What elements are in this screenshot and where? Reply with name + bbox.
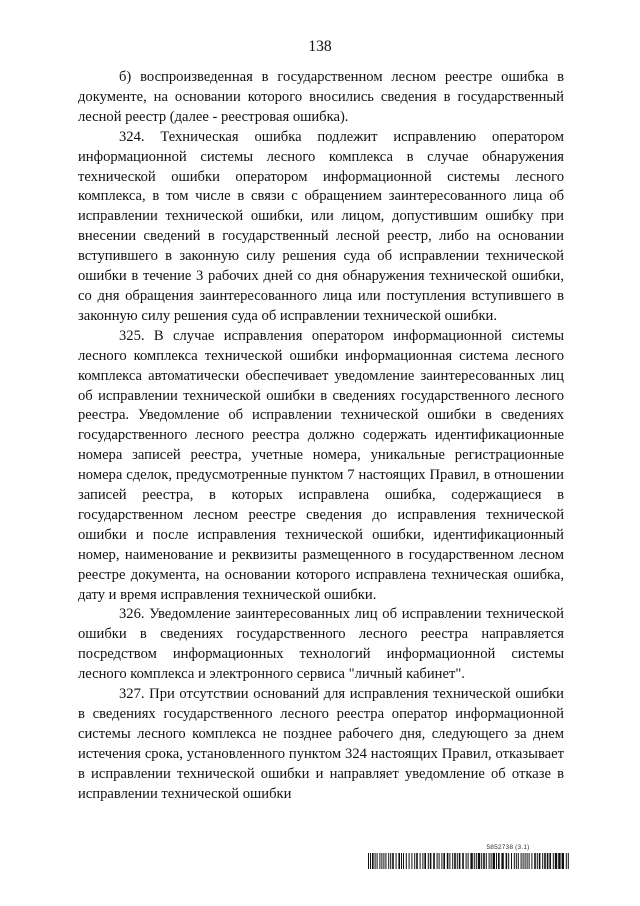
- barcode-bar: [491, 853, 492, 869]
- barcode-bar: [481, 853, 482, 869]
- barcode-bar: [379, 853, 380, 869]
- barcode-bar: [390, 853, 391, 869]
- barcode-bar: [511, 853, 512, 869]
- barcode-bar: [508, 853, 509, 869]
- barcode-bar: [493, 853, 495, 869]
- barcode-bar: [496, 853, 497, 869]
- barcode-bar: [474, 853, 475, 869]
- barcode-bar: [486, 853, 487, 869]
- barcode-bar: [422, 853, 423, 869]
- barcode-bar: [518, 853, 519, 869]
- barcode-bar: [537, 853, 538, 869]
- paragraph-324: 324. Техническая ошибка подлежит исправлению оператором информационной системы лесного комплекса в случае обнаружения технической ошибки оператором информационной системы лесного комплекса, в том числе в связи с обращением заинтересованного лица об исправлении технической ошибки, или лицом, допустившим ошибку при внесении сведений в государственный лесной реестр, либо на основании вступившего в законную силу решения суда об исправлении технической ошибки в течение 3 рабочих дней со дня обнаружения технической ошибки, со дня обращения заинтересованного лица или поступления вступившего в законную силу решения суда об исправлении технической ошибки.: [78, 128, 564, 324]
- barcode-bar: [443, 853, 445, 869]
- barcode-bar: [406, 853, 407, 869]
- paragraph-325: 325. В случае исправления оператором информационной системы лесного комплекса технической ошибки информационная система лесного комплекса автоматически обеспечивает уведомление заинтересованных лиц об исправлении технической ошибки в сведениях государственного лесного реестра. Уведомление об исправлении технической ошибки в сведениях государственного лесного реестра должно содержать идентификационные номера записей реестра, учетные номера, уникальные регистрационные номера сделок, предусмотренные пунктом 7 настоящих Правил, в отношении записей реестра, в которых исправлена ошибка, содержащиеся в государственном лесном реестре сведения до исправления технической ошибки и после исправления технической ошибки, идентификационный номер, наименование и реквизиты размещенного в государственном лесном реестре документа, на основании которого исправлена техническая ошибка, дату и время исправления технической ошибки.: [78, 327, 564, 603]
- barcode-bar: [470, 853, 472, 869]
- barcode-bar: [416, 853, 418, 869]
- barcode-bar: [483, 853, 485, 869]
- barcode-bar: [553, 853, 554, 869]
- document-id: 5852738 (3.1): [486, 844, 530, 851]
- barcode-bar: [466, 853, 467, 869]
- barcode-bar: [375, 853, 376, 869]
- barcode-bar: [401, 853, 402, 869]
- barcode-bar: [388, 853, 389, 869]
- barcode-bar: [527, 853, 528, 869]
- barcode-bar: [498, 853, 500, 869]
- barcode-bar: [398, 853, 400, 869]
- barcode-bar: [414, 853, 415, 869]
- barcode-bar: [531, 853, 532, 869]
- barcode-bar: [566, 853, 567, 869]
- barcode-bar: [428, 853, 429, 869]
- barcode-bar: [468, 853, 469, 869]
- barcode-bar: [547, 853, 549, 869]
- barcode-bar: [462, 853, 464, 869]
- barcode-bar: [459, 853, 461, 869]
- barcode-bar: [383, 853, 384, 869]
- barcode-bar: [549, 853, 551, 869]
- barcode-bar: [454, 853, 456, 869]
- page-number: 138: [308, 38, 332, 55]
- barcode-bar: [411, 853, 412, 869]
- barcode: [368, 853, 569, 869]
- barcode-bar: [542, 853, 543, 869]
- barcode-bar: [489, 853, 490, 869]
- barcode-bar: [523, 853, 524, 869]
- barcode-bar: [439, 853, 440, 869]
- barcode-bar: [370, 853, 371, 869]
- barcode-bar: [385, 853, 386, 869]
- barcode-bar: [424, 853, 426, 869]
- barcode-bar: [441, 853, 442, 869]
- barcode-bar: [447, 853, 449, 869]
- barcode-bar: [562, 853, 564, 869]
- barcode-bar: [514, 853, 515, 869]
- paragraph-326: 326. Уведомление заинтересованных лиц об исправлении технической ошибки в сведениях государственного лесного реестра направляется посредством информационных технологий информационной системы лесного комплекса и электронного сервиса "личный кабинет".: [78, 606, 564, 683]
- barcode-bar: [539, 853, 541, 869]
- paragraph-reestr-error: б) воспроизведенная в государственном лесном реестре ошибка в документе, на основании которого вносились сведения в государственный лесной реестр (далее - реестровая ошибка).: [78, 69, 564, 125]
- barcode-bar: [506, 853, 508, 869]
- barcode-bar: [521, 853, 522, 869]
- barcode-bar: [449, 853, 450, 869]
- barcode-bar: [396, 853, 397, 869]
- barcode-bar: [501, 853, 503, 869]
- barcode-bar: [534, 853, 536, 869]
- barcode-bar: [377, 853, 378, 869]
- barcode-bar: [403, 853, 404, 869]
- barcode-bar: [392, 853, 394, 869]
- barcode-bar: [433, 853, 435, 869]
- barcode-bar: [457, 853, 458, 869]
- barcode-bar: [516, 853, 517, 869]
- barcode-bar: [544, 853, 546, 869]
- barcode-bar: [420, 853, 421, 869]
- barcode-bar: [476, 853, 477, 869]
- paragraph-327: 327. При отсутствии оснований для исправления технической ошибки в сведениях государственного лесного реестра оператор информационной системы лесного комплекса не позднее рабочего дня, следующего за днем истечения срока, установленного пунктом 324 настоящих Правил, отказывает в исправлении технической ошибки и направляет уведомление об отказе в исправлении технической ошибки: [78, 686, 564, 802]
- barcode-bar: [372, 853, 374, 869]
- barcode-bar: [525, 853, 526, 869]
- barcode-bar: [381, 853, 382, 869]
- barcode-bar: [529, 853, 530, 869]
- barcode-bar: [368, 853, 369, 869]
- barcode-bar: [555, 853, 557, 869]
- document-body: [78, 68, 564, 805]
- barcode-bar: [430, 853, 432, 869]
- barcode-bar: [478, 853, 480, 869]
- barcode-bar: [568, 853, 569, 869]
- barcode-bar: [558, 853, 560, 869]
- barcode-bar: [437, 853, 438, 869]
- barcode-bar: [409, 853, 410, 869]
- barcode-bar: [452, 853, 453, 869]
